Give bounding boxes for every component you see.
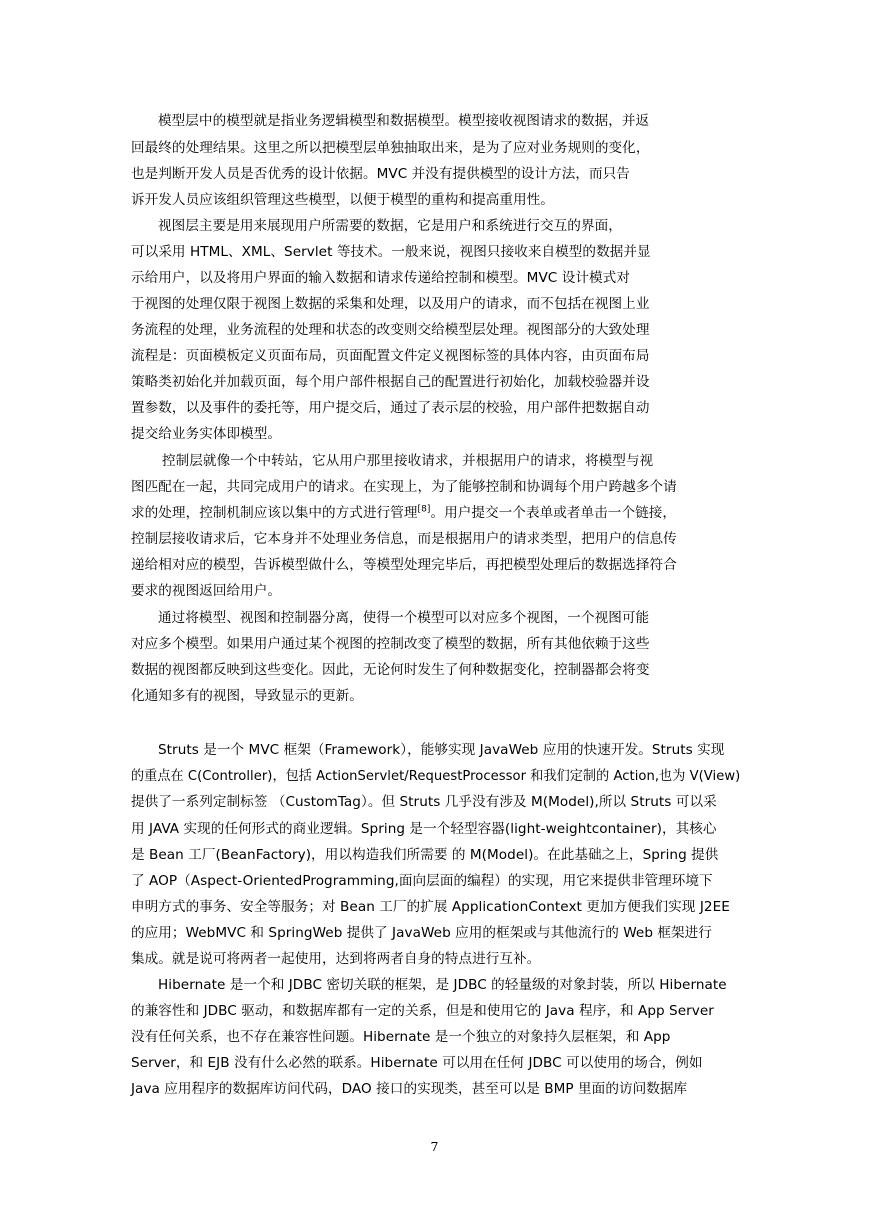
text-line: 提供了一系列定制标签 （CustomTag）。但 Struts 几乎没有涉及 M(Model),所以 Struts 可以采 [131,794,717,810]
text-line: 回最终的处理结果。这里之所以把模型层单独抽取出来，是为了应对业务规则的变化， [131,140,650,156]
citation-marker: [8] [417,504,431,515]
text-line: 模型层中的模型就是指业务逻辑模型和数据模型。模型接收视图请求的数据，并返 [158,113,650,129]
text-line: 也是判断开发人员是否优秀的设计依据。MVC 并没有提供模型的设计方法，而只告 [131,166,630,182]
text-line: 了 AOP（Aspect-OrientedProgramming,面向层面的编程）的实现，用它来提供非管理环境下 [131,873,713,889]
text-line: 申明方式的事务、安全等服务；对 Bean 工厂的扩展 ApplicationContext 更加方便我们实现 J2EE [131,899,730,915]
text-line: 流程是：页面模板定义页面布局，页面配置文件定义视图标签的具体内容，由页面布局 [131,348,650,364]
page-number: 7 [430,1139,439,1154]
text-line: 化通知多有的视图，导致显示的更新。 [131,688,363,704]
text-line: 置参数，以及事件的委托等，用户提交后，通过了表示层的校验，用户部件把数据自动 [131,400,650,416]
text-line: 诉开发人员应该组织管理这些模型，以便于模型的重构和提高重用性。 [131,192,554,208]
text-line: Struts 是一个 MVC 框架（Framework），能够实现 JavaWeb 应用的快速开发。Struts 实现 [158,742,725,758]
text-line: 要求的视图返回给用户。 [131,583,282,599]
text-line: 用 JAVA 实现的任何形式的商业逻辑。Spring 是一个轻型容器(light-weightcontainer)，其核心 [131,821,717,837]
text-line: 控制层接收请求后，它本身并不处理业务信息，而是根据用户的请求类型，把用户的信息传 [131,531,677,547]
text-line: Hibernate 是一个和 JDBC 密切关联的框架，是 JDBC 的轻量级的对象封装，所以 Hibernate [158,977,727,993]
text-line: 可以采用 HTML、XML、Servlet 等技术。一般来说，视图只接收来自模型的数据并显 [131,244,651,260]
text-line: 没有任何关系，也不存在兼容性问题。Hibernate 是一个独立的对象持久层框架，和 App [131,1029,671,1045]
text-line: 于视图的处理仅限于视图上数据的采集和处理，以及用户的请求，而不包括在视图上业 [131,296,650,312]
text-line: 集成。就是说可将两者一起使用，达到将两者自身的特点进行互补。 [131,951,541,967]
text-line: Java 应用程序的数据库访问代码，DAO 接口的实现类，甚至可以是 BMP 里面的访问数据库 [131,1081,688,1097]
text-line: 对应多个模型。如果用户通过某个视图的控制改变了模型的数据，所有其他依赖于这些 [131,636,650,652]
text-line: 的应用；WebMVC 和 SpringWeb 提供了 JavaWeb 应用的框架或与其他流行的 Web 框架进行 [131,925,712,941]
text-line-with-citation [131,504,676,522]
text-line: 图匹配在一起，共同完成用户的请求。在实现上，为了能够控制和协调每个用户跨越多个请 [131,479,677,495]
text-line: 策略类初始化并加载页面，每个用户部件根据自己的配置进行初始化，加载校验器并设 [131,374,650,390]
text-line: 是 Bean 工厂(BeanFactory)，用以构造我们所需要 的 M(Model)。在此基础之上，Spring 提供 [131,847,719,863]
text-fragment: 。用户提交一个表单或者单击一个链接， [430,505,677,521]
text-line: 通过将模型、视图和控制器分离，使得一个模型可以对应多个视图，一个视图可能 [158,610,650,626]
text-line: 提交给业务实体即模型。 [131,426,282,442]
text-line: 示给用户，以及将用户界面的输入数据和请求传递给控制和模型。MVC 设计模式对 [131,270,630,286]
text-line: 的兼容性和 JDBC 驱动，和数据库都有一定的关系，但是和使用它的 Java 程序，和 App Server [131,1003,714,1019]
text-fragment: 求的处理，控制机制应该以集中的方式进行管理 [131,505,418,521]
text-line: 递给相对应的模型，告诉模型做什么，等模型处理完毕后，再把模型处理后的数据选择符合 [131,557,677,573]
text-line: 视图层主要是用来展现用户所需要的数据，它是用户和系统进行交互的界面， [158,218,622,234]
text-line: 的重点在 C(Controller)，包括 ActionServlet/RequestProcessor 和我们定制的 Action,也为 V(View) [131,768,741,784]
text-line: 控制层就像一个中转站，它从用户那里接收请求，并根据用户的请求，将模型与视 [162,453,654,469]
text-line: 数据的视图都反映到这些变化。因此，无论何时发生了何种数据变化，控制器都会将变 [131,662,650,678]
text-line: Server，和 EJB 没有什么必然的联系。Hibernate 可以用在任何 JDBC 可以使用的场合，例如 [131,1055,703,1071]
text-line: 务流程的处理，业务流程的处理和状态的改变则交给模型层处理。视图部分的大致处理 [131,322,650,338]
